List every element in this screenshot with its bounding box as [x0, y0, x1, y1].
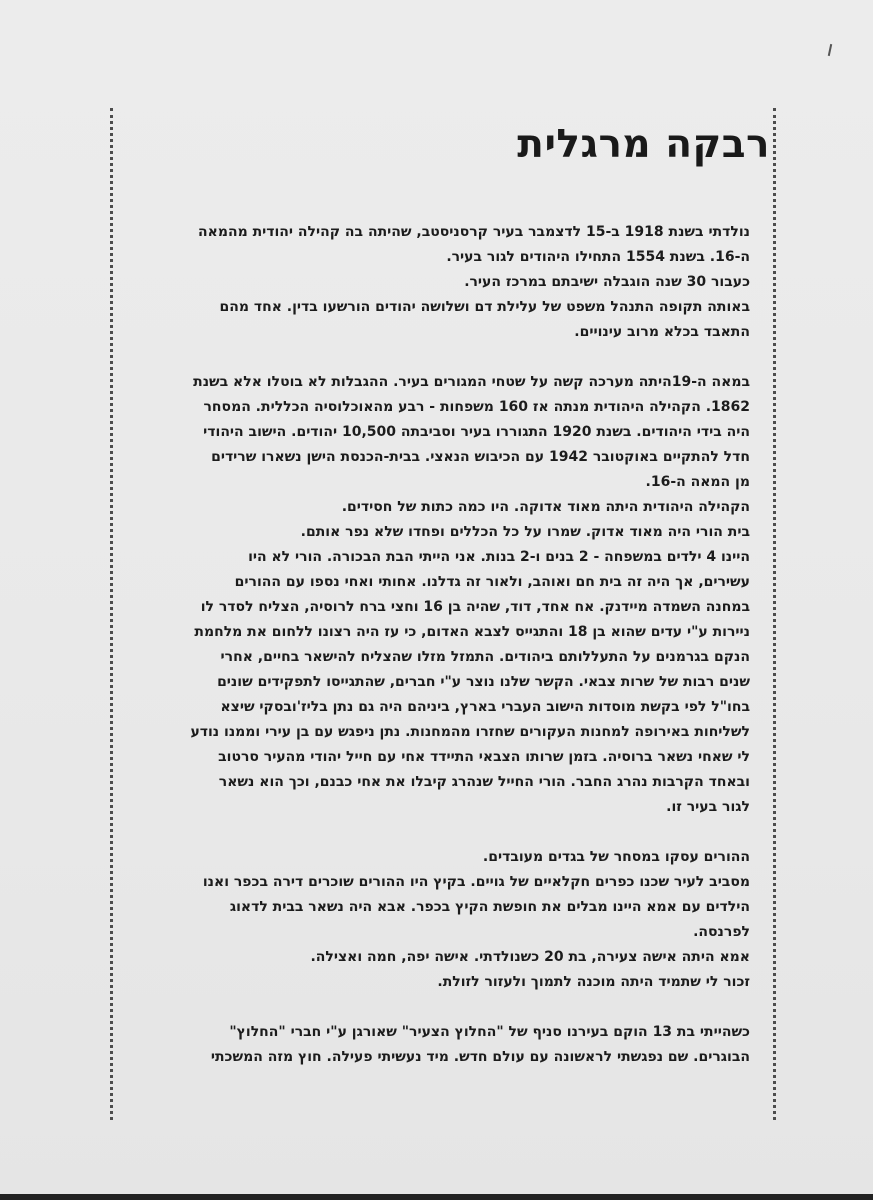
text-line: התאבד בכלא מרוב עינויים.: [574, 324, 750, 340]
text-line: כעבור 30 שנה הוגבלה ישיבתם במרכז העיר.: [464, 274, 750, 290]
paragraph-gap: [123, 345, 750, 370]
paragraph: [123, 370, 750, 820]
text-line: הקהילה היהודית היתה מאוד אדוקה. היו כמה כתות של חסידים.: [341, 499, 750, 515]
text-line: נולדתי בשנת 1918 ב-15 לדצמבר בעיר קרסניסטב, שהיתה בה קהילה יהודית מהמאה: [198, 224, 750, 240]
paragraph-gap: [123, 820, 750, 845]
text-line: הילדים עם אמא היינו מבלים את חופשת הקיץ בכפר. אבא היה נשאר בבית לדאוג: [229, 899, 750, 915]
text-line: לי שאחי נשאר ברוסיה. בזמן שרותו הצבאי התיידד אחי עם חייל יהודי מהעיר סרטוב: [218, 749, 750, 765]
page-title: רבקה מרגלית: [517, 122, 770, 167]
text-line: בחו"ל לפי בקשת מוסדות הישוב העברי בארץ, ביניהם היה גם נתן בליז'ובסקי שיצא: [220, 699, 750, 715]
text-line: אמא היתה אישה צעירה, בת 20 כשנולדתי. אישה יפה, חמה ואצילה.: [310, 949, 750, 965]
text-line: מסביב לעיר שכנו כפרים חקלאיים של גויים. בקיץ היו ההורים שוכרים דירה בכפר ואנו: [202, 874, 750, 890]
text-line: הנקם בגרמנים על התעללותם ביהודים. התמזל מזלו שהצליח להישאר בחיים, אחרי: [220, 649, 750, 665]
text-line: ההורים עסקו במסחר של בגדים מעובדים.: [482, 849, 750, 865]
text-line: לשליחות באירופה למחנות העקורים שחזרו מהמחנות. נתן ניפגש עם בן עירי וממנו נודע: [190, 724, 750, 740]
text-line: היינו 4 ילדים במשפחה - 2 בנים ו-2 בנות. אני הייתי הבת הבכורה. הורי לא היו: [248, 549, 750, 565]
scan-bottom-edge: [0, 1194, 873, 1200]
text-line: באותה תקופה התנהל משפט של עלילת דם ושלושה יהודים הורשעו בדין. אחד מהם: [219, 299, 750, 315]
paragraph: [123, 220, 750, 345]
right-dotted-border: [773, 108, 776, 1120]
text-line: כשהייתי בת 13 הוקם בעירנו סניף של "החלוץ הצעיר" שאורגן ע"י חברי "החלוץ": [229, 1024, 750, 1040]
text-line: בית הורי היה מאוד אדוק. שמרו על כל הכללים ופחדו שלא נפר אותם.: [300, 524, 750, 540]
text-line: במאה ה-19היתה מערכה קשה על שטחי המגורים בעיר. ההגבלות לא בוטלו אלא בשנת: [193, 374, 750, 390]
paragraph-gap: [123, 995, 750, 1020]
text-line: זכור לי שתמיד היתה מוכנה לתמוך ולעזור לזולת.: [437, 974, 750, 990]
text-line: במחנה השמדה מיידנק. אח אחד, דוד, שהיה בן 16 וחצי ברח לרוסיה, הצליח לסדר לו: [200, 599, 750, 615]
document-body: [123, 220, 750, 1070]
left-dotted-border: [110, 108, 113, 1120]
paper-speck: [828, 44, 832, 56]
text-line: ובאחד הקרבות נהרג החבר. הורי החייל שנהרג קיבלו את אחי כבנם, וכך הוא נשאר: [218, 774, 750, 790]
paragraph: [123, 845, 750, 995]
text-line: שנים רבות של שרות צבאי. הקשר שלנו נוצר ע"י חברים, שהתגייסו לתפקידים שונים: [217, 674, 750, 690]
text-line: הבוגרים. שם נפגשתי לראשונה עם עולם חדש. מיד נעשיתי פעילה. חוץ מזה המשכתי: [210, 1049, 750, 1065]
text-line: מן המאה ה-16.: [645, 474, 750, 490]
text-line: חדל להתקיים באוקטובר 1942 עם הכיבוש הנאצי. בבית-הכנסת הישן נשארו שרידים: [211, 449, 750, 465]
text-line: לפרנסה.: [693, 924, 750, 940]
text-line: לגור בעיר זו.: [666, 799, 750, 815]
text-line: עשירים, אך היה זה בית חם ואוהב, ולאור זה גדלנו. אחותי ואחי נספו עם ההורים: [234, 574, 750, 590]
text-line: היה בידי היהודים. בשנת 1920 התגוררו בעיר וסביבתה 10,500 יהודים. הישוב היהודי: [203, 424, 750, 440]
text-line: 1862. הקהילה היהודית מנתה אז 160 משפחות - רבע מהאוכלוסיה הכללית. המסחר: [203, 399, 750, 415]
text-line: ה-16. בשנת 1554 התחילו היהודים לגור בעיר.: [446, 249, 750, 265]
paragraph: [123, 1020, 750, 1070]
text-line: ניירות ע"י עדים שהוא בן 18 והתגייס לצבא האדום, כי עז היה רצונו ללחום את מלחמת: [194, 624, 750, 640]
